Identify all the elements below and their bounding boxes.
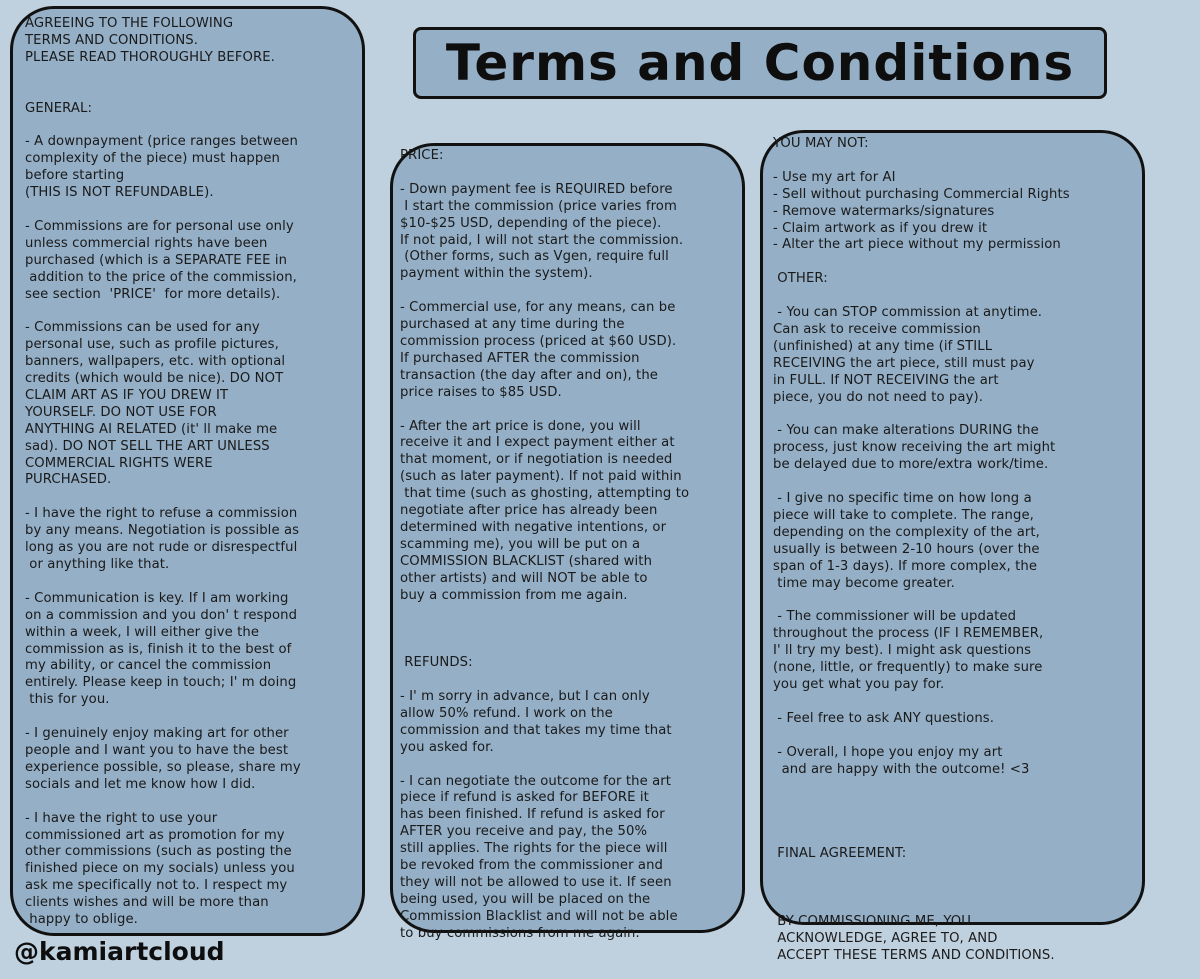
price-refunds-text: PRICE: - Down payment fee is REQUIRED before I start the commission (price varies from $10-$25 USD, depending of the piece). If not paid, I will not start the commission. (Other forms, such as Vgen, require full payment within the system). - Commercial use, for any means, can be purchased at any time during the commission process (priced at $60 USD). If purchased AFTER the commission transaction (the day after and on), the price raises to $85 USD. - After the art price is done, you will receive it and I expect payment either at that moment, or if negotiation is needed (such as later payment). If not paid within that time (such as ghosting, attempting to negotiate after price has already been determined with negative intentions, or scamming me), you will be put on a COMMISSION BLACKLIST (shared with other artists) and will NOT be able to buy a commission from me again. REFUNDS: - I' m sorry in advance, but I can only allow 50% refund. I work on the commission and that takes my time that you asked for. - I can negotiate the outcome for the art piece if refund is asked for BEFORE it has been finished. If refund is asked for AFTER you receive and pay, the 50% still applies. The rights for the piece will be revoked from the commissioner and they will not be allowed to use it. If seen being used, you will be placed on the Commission Blacklist and will not be able to buy commissions from me again. — [400, 148, 690, 941]
general-terms-panel — [10, 6, 365, 936]
general-terms-text: AGREEING TO THE FOLLOWING TERMS AND CONDITIONS. PLEASE READ THOROUGHLY BEFORE. GENERAL: - A downpayment (price ranges between complexity of the piece) must happen before starting (THIS IS NOT REFUNDABLE). - Commissions are for personal use only unless commercial rights have been purchased (which is a SEPARATE FEE in addition to the price of the commission, see section 'PRICE' for more details). - Commissions can be used for any personal use, such as profile pictures, banners, wallpapers, etc. with optional credits (which would be nice). DO NOT CLAIM ART AS IF YOU DREW IT YOURSELF. DO NOT USE FOR ANYTHING AI RELATED (it' ll make me sad). DO NOT SELL THE ART UNLESS COMMERCIAL RIGHTS WERE PURCHASED. - I have the right to refuse a commission by any means. Negotiation is possible as long as you are not rude or disrespectful or anything like that. - Communication is key. If I am working on a commission and you don' t respond within a week, I will either give the commission as is, finish it to the best of my ability, or cancel the commission entirely. Please keep in touch; I' m doing this for you. - I genuinely enjoy making art for other people and I want you to have the best experience possible, so please, share my socials and let me know how I did. - I have the right to use your commissioned art as promotion for my other commissions (such as posting the finished piece on my socials) unless you ask me specifically not to. I respect my clients wishes and will be more than happy to oblige. — [25, 16, 301, 928]
page-title: Terms and Conditions — [445, 34, 1075, 92]
restrictions-other-panel — [760, 130, 1145, 963]
title-banner — [413, 27, 1107, 99]
price-refunds-panel — [390, 143, 745, 941]
artist-handle: @kamiartcloud — [14, 937, 225, 966]
restrictions-other-text: YOU MAY NOT: - Use my art for AI - Sell without purchasing Commercial Rights - Remove watermarks/signatures - Claim artwork as if you drew it - Alter the art piece without my permission OTHER: - You can STOP commission at anytime. Can ask to receive commission (unfinished) at any time (if STILL RECEIVING the art piece, still must pay in FULL. If NOT RECEIVING the art piece, you do not need to pay). - You can make alterations DURING the process, just know receiving the art might be delayed due to more/extra work/time. - I give no specific time on how long a piece will take to complete. The range, depending on the complexity of the art, usually is between 2-10 hours (over the span of 1-3 days). If more complex, the time may become greater. - The commissioner will be updated throughout the process (IF I REMEMBER, I' ll try my best). I might ask questions (none, little, or frequently) to make sure you get what you pay for. - Feel free to ask ANY questions. - Overall, I hope you enjoy my art and are happy with the outcome! <3 FINAL AGREEMENT: BY COMMISSIONING ME, YOU ACKNOWLEDGE, AGREE TO, AND ACCEPT THESE TERMS AND CONDITIONS. — [773, 136, 1070, 963]
